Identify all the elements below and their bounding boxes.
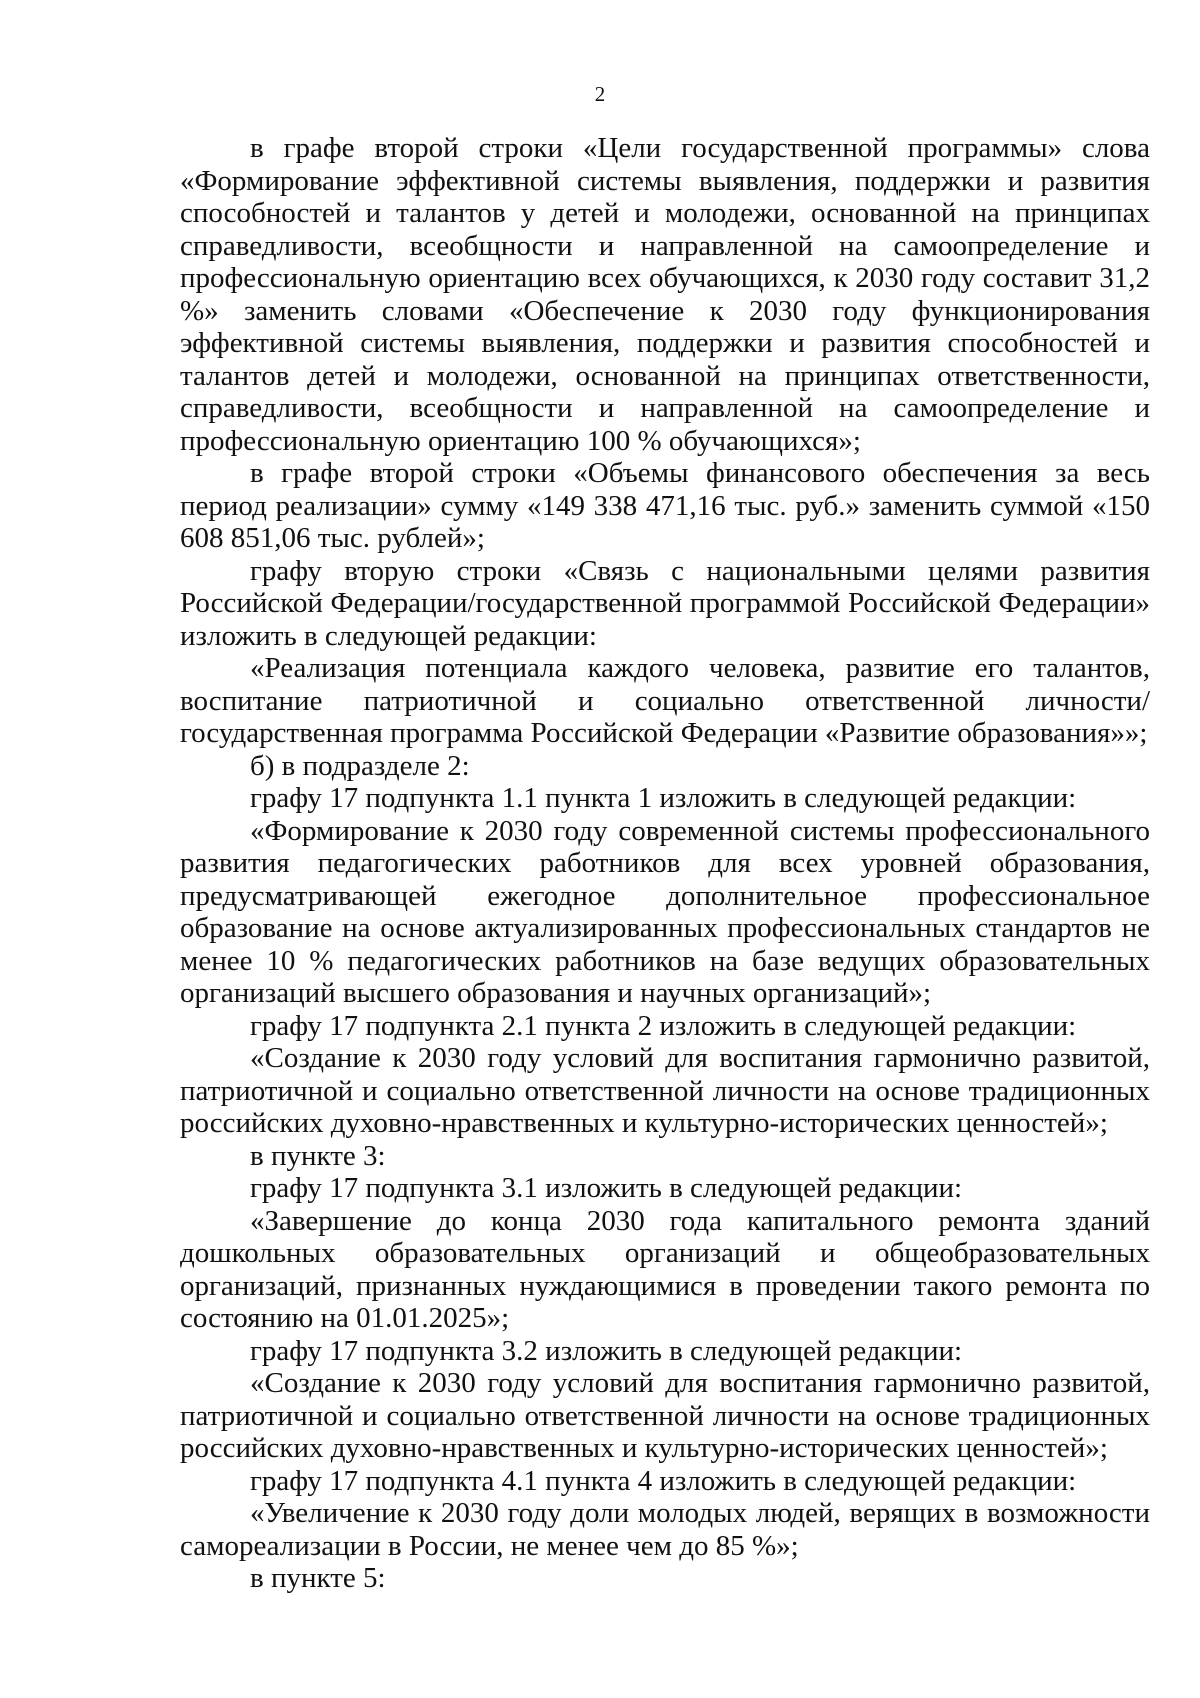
paragraph: графу вторую строки «Связь с национальными целями развития Российской Федерации/государственной программой Российской Федерации» изложить в следующей редакции: — [180, 554, 1150, 652]
paragraph: графу 17 подпункта 2.1 пункта 2 изложить в следующей редакции: — [250, 1009, 1077, 1042]
paragraph: в графе второй строки «Объемы финансового обеспечения за весь период реализации» сумму «149 338 471,16 тыс. руб.» заменить суммой «150 608 851,06 тыс. рублей»; — [180, 457, 1150, 554]
paragraph: в пункте 5: — [250, 1562, 386, 1594]
paragraph: «Формирование к 2030 году современной системы профессионального развития педагогических работников для всех уровней образования, предусматривающей ежегодное дополнительное профессиональное образование на основе актуализированных профессиональных стандартов не менее 10 % педагогических работников на базе ведущих образовательных организаций высшего образования и научных организаций»; — [180, 814, 1150, 1009]
paragraph: в графе второй строки «Цели государственной программы» слова «Формирование эффективной системы выявления, поддержки и развития способностей и талантов у детей и молодежи, основанной на принципах справедливости, всеобщности и направленной на самоопределение и профессиональную ориентацию всех обучающихся, к 2030 году составит 31,2 %» заменить словами «Обеспечение к 2030 году функционирования эффективной системы выявления, поддержки и развития способностей и талантов детей и молодежи, основанной на принципах ответственности, справедливости, всеобщности и направленной на самоопределение и профессиональную ориентацию 100 % обучающихся»; — [180, 132, 1150, 457]
paragraph: «Реализация потенциала каждого человека, развитие его талантов, воспитание патриотичной и социально ответственной личности/ государственная программа Российской Федерации «Развитие образования»»; — [180, 652, 1150, 749]
paragraph: графу 17 подпункта 1.1 пункта 1 изложить в следующей редакции: — [250, 782, 1077, 814]
paragraph: графу 17 подпункта 4.1 пункта 4 изложить в следующей редакции: — [250, 1464, 1077, 1497]
paragraph: «Завершение до конца 2030 года капитального ремонта зданий дошкольных образовательных организаций и общеобразовательных организаций, признанных нуждающимися в проведении такого ремонта по состоянию на 01.01.2025»; — [180, 1204, 1150, 1334]
paragraph: «Создание к 2030 году условий для воспитания гармонично развитой, патриотичной и социально ответственной личности на основе традиционных российских духовно-нравственных и культурно-исторических ценностей»; — [180, 1367, 1150, 1464]
paragraph: графу 17 подпункта 3.2 изложить в следующей редакции: — [250, 1334, 963, 1367]
document-body — [180, 132, 1150, 1595]
paragraph: б) в подразделе 2: — [250, 749, 470, 782]
page-number: 2 — [594, 82, 606, 106]
paragraph: в пункте 3: — [250, 1139, 386, 1172]
paragraph: «Создание к 2030 году условий для воспитания гармонично развитой, патриотичной и социально ответственной личности на основе традиционных российских духовно-нравственных и культурно-исторических ценностей»; — [180, 1042, 1150, 1139]
paragraph: графу 17 подпункта 3.1 изложить в следующей редакции: — [250, 1172, 963, 1204]
paragraph: «Увеличение к 2030 году доли молодых людей, верящих в возможности самореализации в России, не менее чем до 85 %»; — [180, 1497, 1150, 1562]
